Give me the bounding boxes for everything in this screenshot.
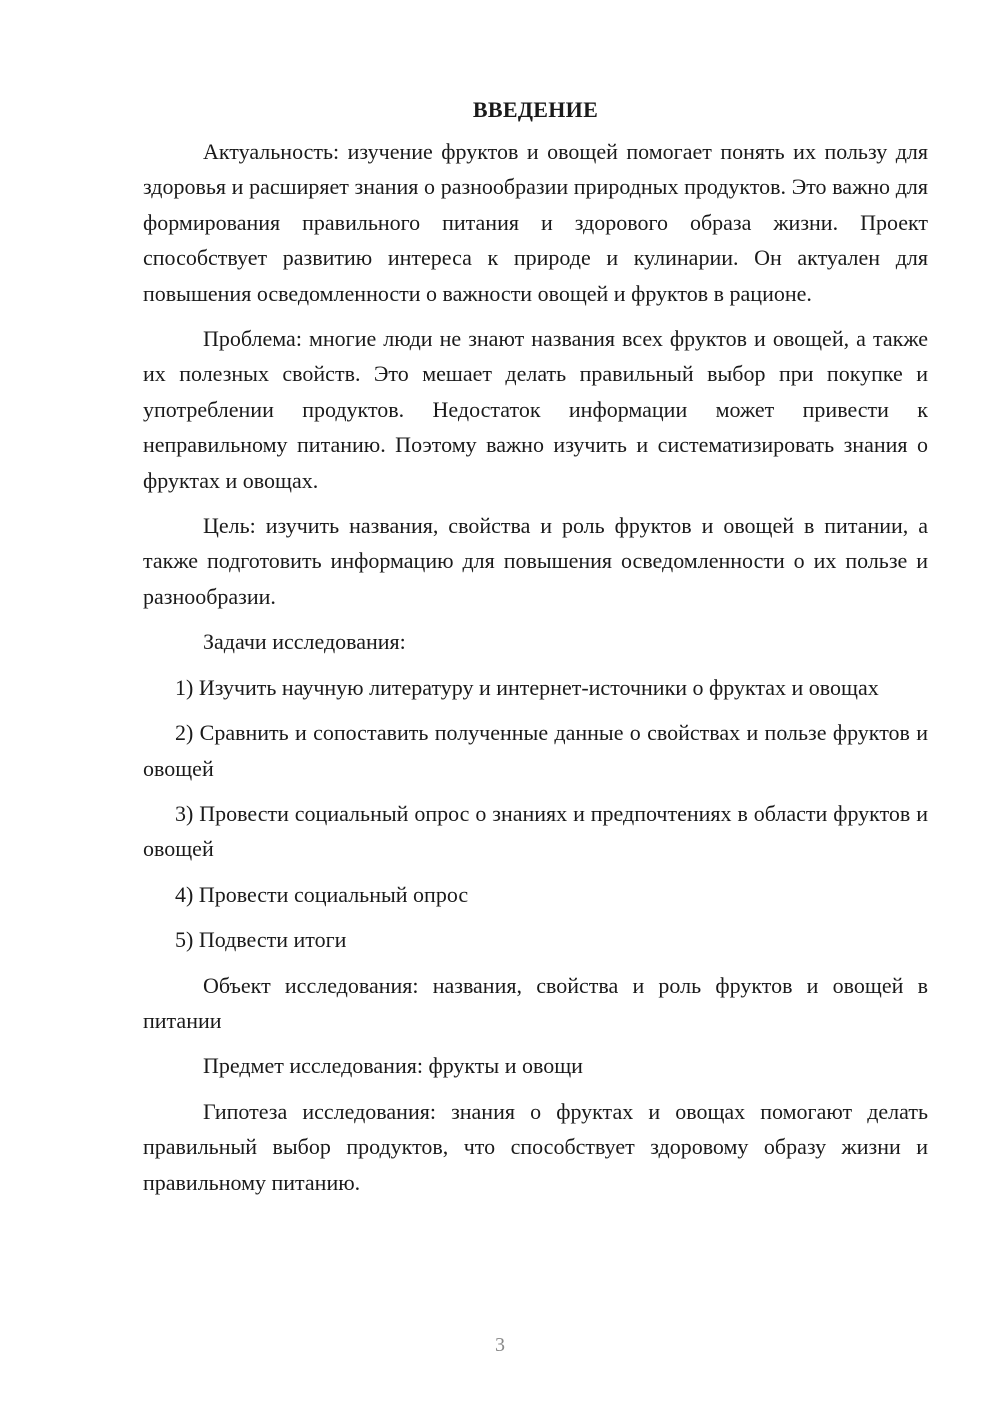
paragraph-tasks-intro: Задачи исследования: <box>203 629 406 655</box>
section-heading: ВВЕДЕНИЕ <box>472 97 599 122</box>
paragraph-relevance: Актуальность: изучение фруктов и овощей помогает понять их пользу для здоровья и расширяет знания о разнообразии природных продуктов. Это важно для формирования правильного питания и здорового образа жизни. Проект способствует развитию интереса к природе и кулинарии. Он актуален для повышения осведомленности о важности овощей и фруктов в рационе. <box>143 139 928 306</box>
task-item-3: 3) Провести социальный опрос о знаниях и предпочтениях в области фруктов и овощей <box>143 800 928 862</box>
paragraph-goal: Цель: изучить названия, свойства и роль фруктов и овощей в питании, а также подготовить информацию для повышения осведомленности о их пользе и разнообразии. <box>143 513 928 609</box>
page-number: 3 <box>495 1334 505 1356</box>
paragraph-subject: Предмет исследования: фрукты и овощи <box>203 1053 583 1079</box>
task-item-2: 2) Сравнить и сопоставить полученные данные о свойствах и пользе фруктов и овощей <box>143 720 928 781</box>
document-page <box>143 92 928 1210</box>
paragraph-hypothesis: Гипотеза исследования: знания о фруктах и овощах помогают делать правильный выбор продуктов, что способствует здоровому образу жизни и правильному питанию. <box>143 1098 928 1195</box>
task-item-1: 1) Изучить научную литературу и интернет-источники о фруктах и овощах <box>175 674 879 700</box>
task-item-4: 4) Провести социальный опрос <box>175 881 469 907</box>
task-item-5: 5) Подвести итоги <box>175 927 347 953</box>
paragraph-problem: Проблема: многие люди не знают названия всех фруктов и овощей, а также их полезных свойств. Это мешает делать правильный выбор при покупке и употреблении продуктов. Недостаток информации может привести к неправильному питанию. Поэтому важно изучить и систематизировать знания о фруктах и овощах. <box>143 326 928 493</box>
paragraph-object: Объект исследования: названия, свойства и роль фруктов и овощей в питании <box>143 972 928 1033</box>
